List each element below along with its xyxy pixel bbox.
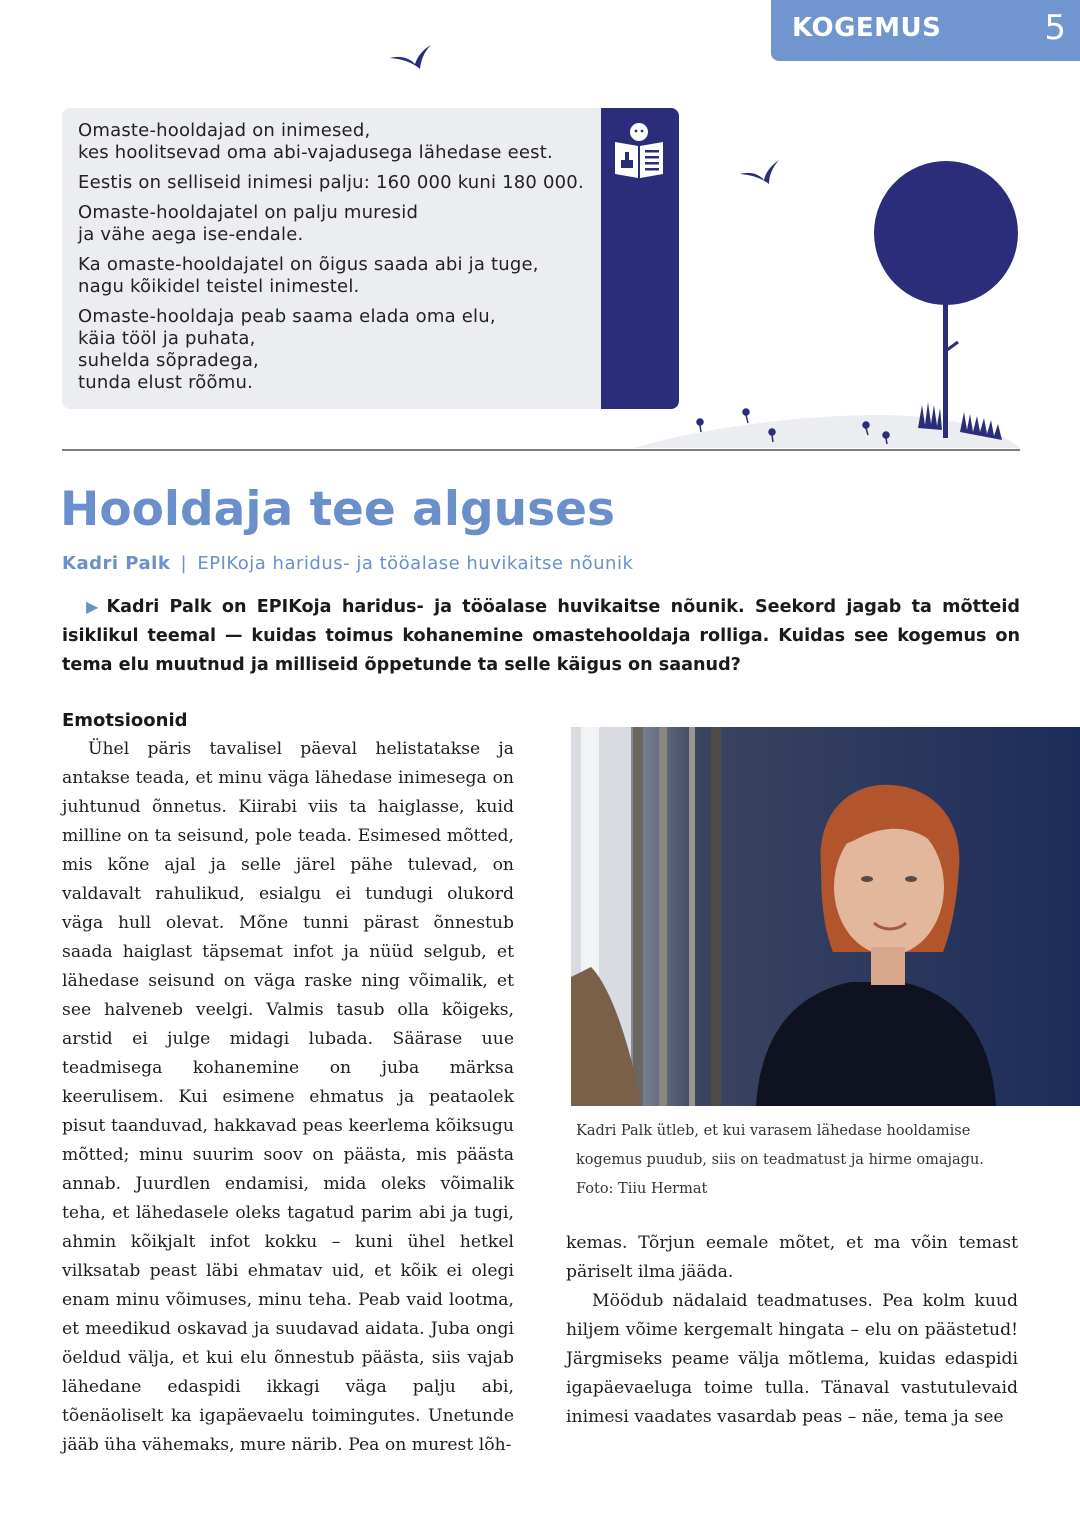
article-lead: ▶ Kadri Palk on EPIKoja haridus- ja tööalase huvikaitse nõunik. Seekord jagab ta mõtteid isiklikul teemal — kuidas toimus kohanemine omastehooldaja rolliga. Kuidas see kogemus on tema elu muutnud ja milliseid õppetunde ta selle käigus on saanud?	[62, 597, 1020, 675]
byline	[62, 553, 633, 574]
easy-read-text	[78, 120, 598, 402]
easy-read-paragraph: Eestis on selliseid inimesi palju: 160 000 kuni 180 000.	[78, 172, 584, 193]
bird-icon	[740, 160, 779, 184]
portrait-image	[571, 727, 1080, 1106]
body-paragraph: Ühel päris tavalisel päeval helistatakse ja antakse teada, et minu väga lähedase inimesega on juhtunud õnnetus. Kiirabi viis ta haiglasse, kuid milline on ta seisund, pole teada. Esimesed mõtted, mis kõne ajal ja selle järel pähe tulevad, on valdavalt rahulikud, esialgu ei tundugi olukord väga hull olevat. Mõne tunni pärast õnnestub saada haiglast täpsemat infot ja nüüd selgub, et lähedase seisund on väga raske ning võimalik, et see halveneb veelgi. Valmis tasub olla kõigeks, arstid ei julge midagi lubada. Säärase uue teadmisega kohanemine on juba märksa keerulisem. Kui esimene ehmatus ja peataolek pisut taanduvad, hakkavad peas keerlema kõiksugu mõtted; minu suurim soov on päästa, mis päästa annab. Juurdlen endamisi, mida oleks võimalik teha, et lähedasele oleks tagatud parim abi ja tugi, ahmin kõikjalt infot kokku – kuni ühel hetkel vilksatab peast läbi ehmatav uid, et kõik ei olegi enam minu võimuses, minu teha. Peab vaid lootma, et meedikud oskavad ja suudavad aidata. Juba ongi öeldud välja, et kui elu õnnestub päästa, siis vajab lähedane edaspidi ikkagi väga palju abi, tõenäoliselt ka igapäevaelu toimingutes. Unetunde jääb üha vähemaks, mure närib. Pea on murest lõh-	[62, 739, 514, 1455]
body-paragraph: kemas. Tõrjun eemale mõtet, et ma võin temast päriselt ilma jääda.	[566, 1233, 1018, 1282]
body-paragraph: Möödub nädalaid teadmatuses. Pea kolm kuud hiljem võime kergemalt hingata – elu on päästetud! Järgmiseks peame välja mõtlema, kuidas edaspidi igapäevaeluga toime tulla. Tänaval vastutulevaid inimesi vaadates vasardab peas – näe, tema ja see	[566, 1291, 1018, 1427]
section-subheading: Emotsioonid	[62, 710, 188, 731]
section-tab	[771, 0, 1080, 61]
bird-icon	[390, 45, 431, 69]
page-number: 5	[1044, 8, 1066, 48]
hill	[634, 415, 1020, 448]
flower-icon	[697, 409, 889, 444]
section-divider	[62, 449, 1020, 451]
article-column-right	[566, 1229, 1018, 1432]
easy-read-book-icon	[611, 120, 667, 180]
photo-credit: Foto: Tiiu Hermat	[576, 1181, 708, 1197]
easy-read-box	[62, 108, 679, 409]
author-role: EPIKoja haridus- ja tööalase huvikaitse nõunik	[197, 553, 634, 574]
byline-separator: |	[180, 553, 188, 574]
tree-icon	[874, 161, 1018, 438]
article-column-left	[62, 707, 514, 1460]
easy-read-paragraph: Omaste-hooldajad on inimesed, kes hoolitsevad oma abi-vajadusega lähedase eest.	[78, 120, 553, 163]
section-label: KOGEMUS	[792, 13, 942, 43]
easy-read-sidebar	[601, 108, 679, 409]
article-title: Hooldaja tee alguses	[60, 482, 615, 537]
play-arrow-icon: ▶	[86, 597, 103, 616]
author-name: Kadri Palk	[62, 553, 171, 574]
photo-caption: Kadri Palk ütleb, et kui varasem lähedase hooldamise kogemus puudub, siis on teadmatust ja hirme omajagu. Foto: Tiiu Hermat	[576, 1117, 1020, 1204]
easy-read-paragraph: Ka omaste-hooldajatel on õigus saada abi ja tuge, nagu kõikidel teistel inimestel.	[78, 254, 539, 297]
author-photo	[571, 727, 1080, 1106]
grass-icon	[918, 402, 1002, 440]
easy-read-paragraph: Omaste-hooldaja peab saama elada oma elu, käia tööl ja puhata, suhelda sõpradega, tunda elust rõõmu.	[78, 306, 496, 393]
easy-read-paragraph: Omaste-hooldajatel on palju muresid ja vähe aega ise-endale.	[78, 202, 419, 245]
